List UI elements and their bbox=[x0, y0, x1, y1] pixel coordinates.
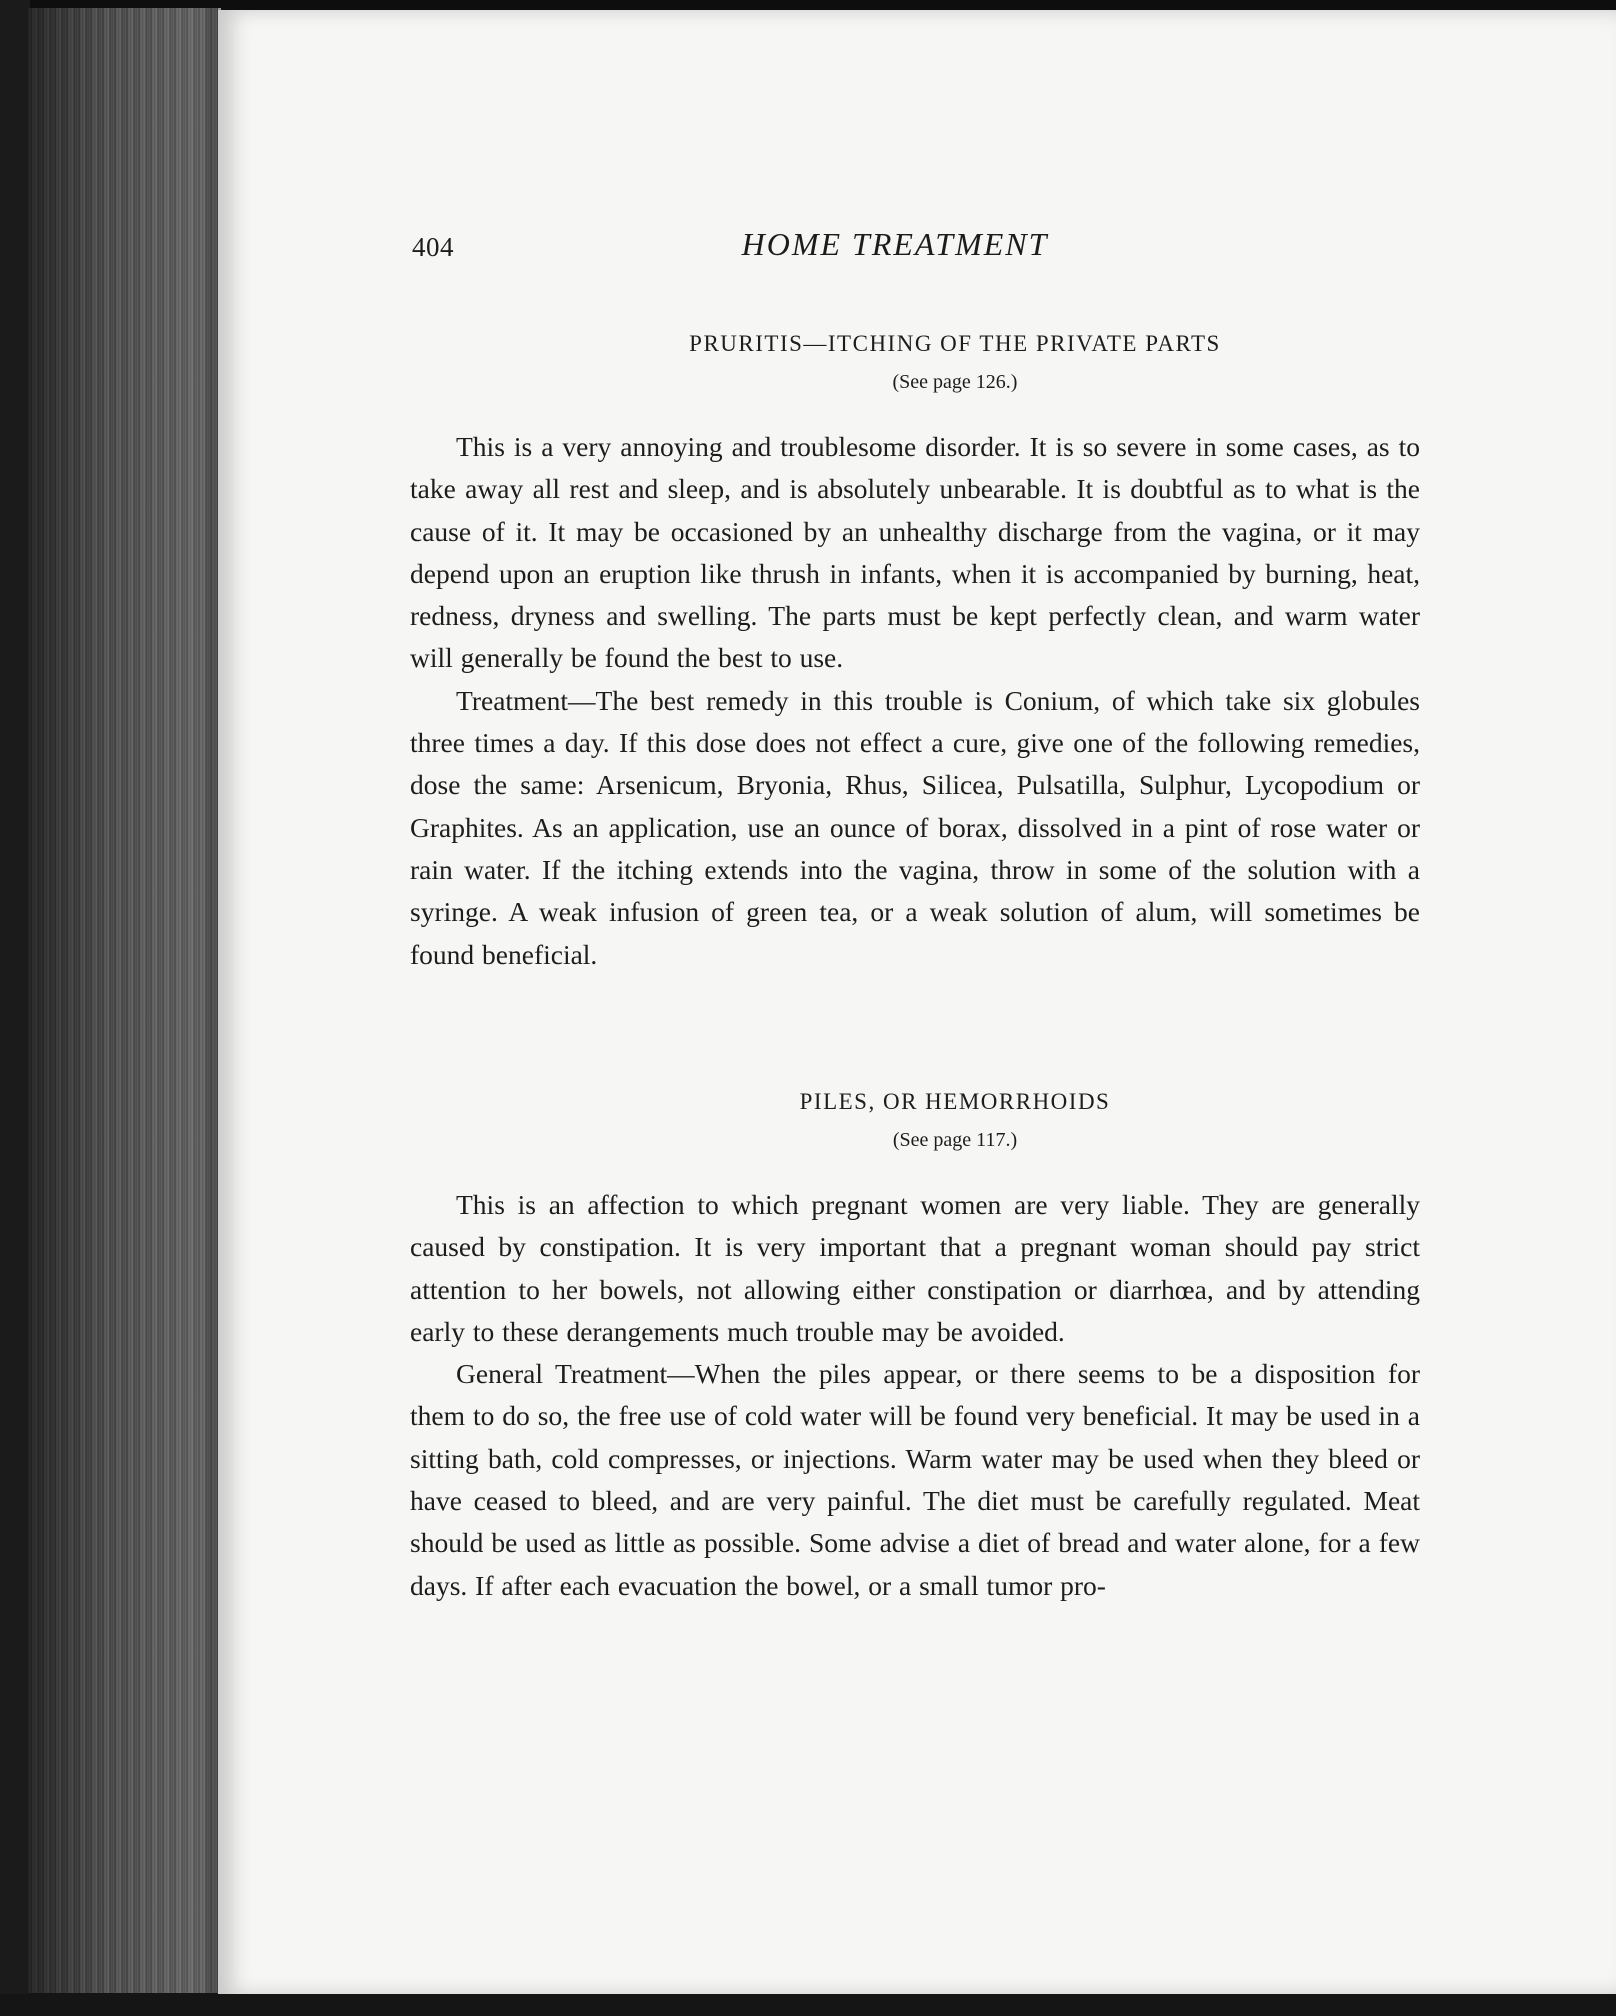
book-page-edges bbox=[28, 8, 221, 1993]
section-piles bbox=[410, 1088, 1420, 1607]
section-pruritis bbox=[410, 330, 1420, 976]
running-head: HOME TREATMENT bbox=[741, 226, 1049, 262]
section-title: PRURITIS—ITCHING OF THE PRIVATE PARTS bbox=[689, 331, 1221, 356]
body-paragraph: Treatment—The best remedy in this trouble is Conium, of which take six globules three times a day. If this dose does not effect a cure, give one of the following remedies, dose the same: Arsenicum, Bryonia, Rhus, Silicea, Pulsatilla, Sulphur, Lycopodium or Graphites. As an application, use an ounce of borax, dissolved in a pint of rose water or rain water. If the itching extends into the vagina, throw in some of the solution with a syringe. A weak infusion of green tea, or a weak solution of alum, will sometimes be found beneficial. bbox=[410, 684, 1420, 970]
body-paragraph: This is an affection to which pregnant women are very liable. They are generally caused by constipation. It is very important that a pregnant woman should pay strict attention to her bowels, not allowing either constipation or diarrhœa, and by attending early to these derangements much trouble may be avoided. bbox=[410, 1189, 1420, 1347]
see-page-reference: (See page 126.) bbox=[892, 371, 1018, 393]
page-number: 404 bbox=[412, 232, 454, 262]
body-paragraph: This is a very annoying and troublesome disorder. It is so severe in some cases, as to take away all rest and sleep, and is absolutely unbearable. It is doubtful as to what is the cause of it. It may be occasioned by an unhealthy discharge from the vagina, or it may depend upon an eruption like thrush in infants, when it is accompanied by burning, heat, redness, dryness and swelling. The parts must be kept perfectly clean, and warm water will generally be found the best to use. bbox=[410, 431, 1420, 674]
scan-bottom-border bbox=[0, 1994, 1616, 2016]
see-page-reference: (See page 117.) bbox=[892, 1129, 1018, 1151]
section-title: PILES, OR HEMORRHOIDS bbox=[799, 1089, 1111, 1114]
scan-left-border bbox=[0, 0, 30, 2016]
book-page bbox=[218, 10, 1616, 1995]
body-paragraph: General Treatment—When the piles appear, or there seems to be a disposition for them to do so, the free use of cold water will be found very beneficial. It may be used in a sitting bath, cold compresses, or injections. Warm water may be used when they bleed or have ceased to bleed, and are very painful. The diet must be carefully regulated. Meat should be used as little as possible. Some advise a diet of bread and water alone, for a few days. If after each evacuation the bowel, or a small tumor pro- bbox=[410, 1358, 1420, 1601]
